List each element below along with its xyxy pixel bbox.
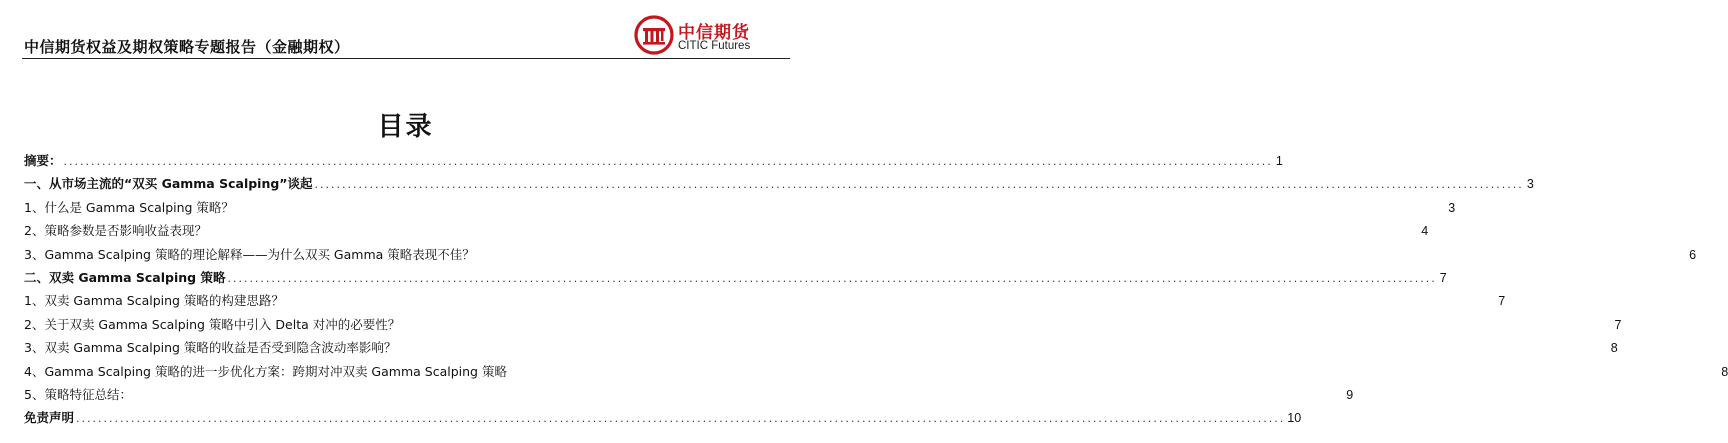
toc-entry[interactable] — [24, 174, 1534, 197]
toc-entry-page-number: 4 — [1421, 224, 1429, 239]
toc-entry[interactable] — [24, 338, 1618, 361]
toc-entry-label: 2、策略参数是否影响收益表现？ — [24, 223, 207, 239]
toc-entry[interactable] — [24, 221, 1429, 244]
toc-entry[interactable] — [24, 408, 1302, 431]
toc-entry-page-number: 7 — [1614, 317, 1622, 332]
toc-dot-leader: ............................................................................................................................................................................................................................ — [63, 155, 1273, 168]
toc-entry[interactable] — [24, 151, 1283, 174]
citic-logo-icon — [634, 15, 674, 55]
table-of-contents — [24, 151, 1728, 432]
toc-entry-label: 摘要： — [24, 153, 62, 168]
toc-entry[interactable] — [24, 291, 1506, 314]
toc-entry[interactable] — [24, 245, 1697, 268]
toc-entry-label: 1、双卖 Gamma Scalping 策略的构建思路？ — [24, 293, 284, 309]
toc-dot-leader: ............................................................................................................................................................................................................................ — [76, 412, 1286, 426]
toc-entry-label: 一、从市场主流的“双买 Gamma Scalping”谈起 — [24, 176, 313, 192]
toc-entry-label: 1、什么是 Gamma Scalping 策略？ — [24, 199, 234, 215]
toc-entry-page-number: 3 — [1448, 200, 1456, 215]
toc-dot-leader: ............................................................................................................................................................................................................................ — [227, 271, 1437, 285]
toc-entry-page-number: 7 — [1439, 270, 1447, 285]
logo-name-en: CITIC Futures — [678, 40, 751, 52]
toc-entry-page-number: 6 — [1689, 247, 1697, 262]
report-header-title: 中信期货权益及期权策略专题报告（金融期权） — [24, 38, 350, 56]
toc-entry[interactable] — [24, 362, 1728, 385]
logo-name-cn: 中信期货 — [678, 23, 750, 43]
toc-entry-label: 免责声明 — [24, 410, 75, 426]
toc-entry-page-number: 9 — [1346, 387, 1354, 402]
toc-entry-label: 3、Gamma Scalping 策略的理论解释——为什么双买 Gamma 策略表现不佳？ — [24, 246, 475, 262]
header-divider — [22, 58, 790, 59]
toc-entry-page-number: 8 — [1721, 364, 1728, 379]
toc-title: 目录 — [377, 112, 434, 142]
toc-entry-label: 3、双卖 Gamma Scalping 策略的收益是否受到隐含波动率影响？ — [24, 340, 397, 356]
toc-dot-leader: ............................................................................................................................................................................................................................ — [314, 178, 1524, 192]
toc-entry-page-number: 10 — [1287, 411, 1302, 426]
toc-entry-page-number: 3 — [1526, 177, 1534, 192]
toc-entry-page-number: 1 — [1275, 154, 1283, 168]
toc-entry-label: 4、Gamma Scalping 策略的进一步优化方案：跨期对冲双卖 Gamma Scalping 策略 — [24, 363, 507, 379]
toc-entry[interactable] — [24, 198, 1456, 221]
toc-entry[interactable] — [24, 315, 1622, 338]
toc-entry-page-number: 7 — [1498, 294, 1506, 309]
toc-entry-label: 5、策略特征总结： — [24, 386, 132, 402]
citic-futures-logo — [634, 12, 794, 58]
toc-entry[interactable] — [24, 268, 1447, 291]
toc-entry-label: 2、关于双卖 Gamma Scalping 策略中引入 Delta 对冲的必要性？ — [24, 316, 401, 332]
toc-entry-page-number: 8 — [1610, 341, 1618, 356]
toc-entry[interactable] — [24, 385, 1354, 408]
toc-entry-label: 二、双卖 Gamma Scalping 策略 — [24, 269, 226, 285]
